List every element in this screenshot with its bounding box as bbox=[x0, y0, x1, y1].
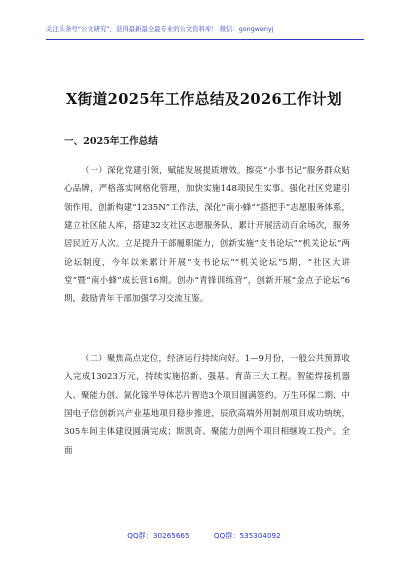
footer-qq-group-1: QQ群：30265665 bbox=[127, 531, 190, 540]
document-title: X街道2025年工作总结及2026工作计划 bbox=[65, 91, 343, 108]
footer-contact bbox=[0, 531, 408, 541]
section-heading: 一、2025年工作总结 bbox=[64, 136, 158, 147]
body-paragraph-1: （一）深化党建引领，赋能发展提质增效。擦亮“小事书记”服务群众贴心品牌，严格落实网格化管理，加快实施148项民生实事。强化社区党建引领作用，创新构建“1235N”工作法，深化“南小蜂”“搭把手”志愿服务体系，建立社区能人库，搭建32支社区志愿服务队，累计开展活动百余场次，服务居民近万人次。立足提升干部履职能力，创新实施“支书论坛”“机关论坛”两论坛制度，今年以来累计开展“支书论坛”“机关论坛”5期，“社区大讲堂”暨“南小蜂”成长营16期。创办“青锋训练营”，创新开展“金点子论坛”6期，鼓励青年干部加强学习交流互鉴。 bbox=[64, 165, 350, 304]
header-notice: 关注头条号“公文研究”，获得最新最全最专业的公文资料库！ 微信：gongwenyj bbox=[46, 26, 274, 33]
body-paragraph-2: （二）聚焦高点定位，经济运行持续向好。1—9月份，一般公共预算收入完成13023万元，持续实施招新、强基、育苗三大工程。智能焊接机器人、聚能力创、氮化镓半导体芯片智造3个项目圆满签约。万生环保二期、中国电子信创新兴产业基地项目稳步推进，辰欣高端外用制剂项目成功纳统，305车间主体建设圆满完成；斯凯奇、聚能力创两个项目相继竣工投产。全面 bbox=[64, 353, 350, 455]
footer-qq-group-2: QQ群：535304092 bbox=[213, 531, 281, 540]
header-divider bbox=[46, 39, 364, 40]
